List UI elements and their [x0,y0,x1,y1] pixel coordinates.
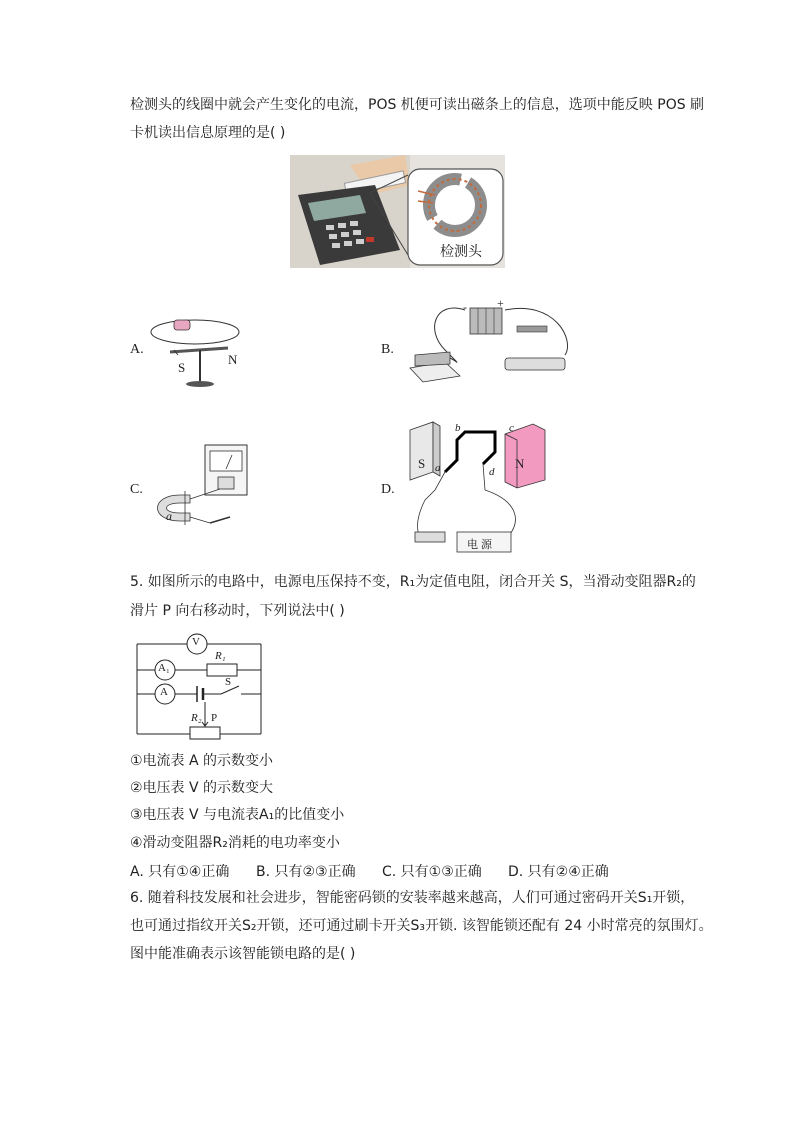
q5-choice-a: A. 只有①④正确 [130,864,230,880]
q5-statement-1: ①电流表 A 的示数变小 [130,753,274,769]
option-a-label: A. [130,342,144,357]
pos-machine-photo [290,155,505,268]
ammeter-a1-label: A₁ [158,662,170,674]
q4-text-line1: 检测头的线圈中就会产生变化的电流，POS 机便可读出磁条上的信息，选项中能反映 POS 刷 [130,97,705,113]
resistor-r2-label: R₂ [191,712,202,724]
option-c-figure [150,443,260,528]
d-b-label: b [455,422,461,434]
b-plus-label: + [497,296,504,310]
power-source-label: 电 源 [467,539,493,551]
q5-circuit-diagram [135,630,265,740]
option-d-label: D. [381,482,395,497]
d-south-label: S [418,456,426,471]
ammeter-a-label: A [160,686,168,698]
switch-s-label: S [225,676,232,688]
d-a-label: a [435,462,441,474]
option-b-figure [405,296,580,390]
d-north-label: N [515,456,525,471]
q4-text-line2: 卡机读出信息原理的是( ) [130,125,286,141]
q5-statement-2: ②电压表 V 的示数变大 [130,780,274,796]
d-d-label: d [489,466,495,478]
q5-choice-c: C. 只有①③正确 [382,864,482,880]
option-a-figure [150,312,245,390]
q5-choice-b: B. 只有②③正确 [256,864,356,880]
q6-text-line3: 图中能准确表示该智能锁电路的是( ) [130,946,356,962]
b-minus-label: - [463,300,467,314]
option-b-label: B. [381,342,394,357]
option-d-figure [405,420,555,558]
option-c-label: C. [130,482,143,497]
q5-text-line1: 5. 如图所示的电路中，电源电压保持不变，R₁为定值电阻，闭合开关 S，当滑动变阻器R₂的 [130,574,696,590]
photo-caption: 检测头 [440,243,482,259]
q5-choice-d: D. 只有②④正确 [508,864,609,880]
a-south-label: S [178,360,186,375]
q5-statement-3: ③电压表 V 与电流表A₁的比值变小 [130,807,345,823]
slider-p-label: P [211,712,218,724]
resistor-r1-label: R₁ [215,650,226,662]
q5-statement-4: ④滑动变阻器R₂消耗的电功率变小 [130,835,340,851]
q5-text-line2: 滑片 P 向右移动时，下列说法中( ) [130,603,345,619]
q6-text-line2: 也可通过指纹开关S₂开锁，还可通过刷卡开关S₃开锁. 该智能锁还配有 24 小时常亮的氛围灯。 [130,918,713,934]
q6-text-line1: 6. 随着科技发展和社会进步，智能密码锁的安装率越来越高，人们可通过密码开关S₁开锁， [130,890,695,906]
c-a-label: a [166,509,172,523]
d-c-label: c [509,422,514,434]
a-north-label: N [228,352,238,367]
voltmeter-label: V [192,636,200,648]
